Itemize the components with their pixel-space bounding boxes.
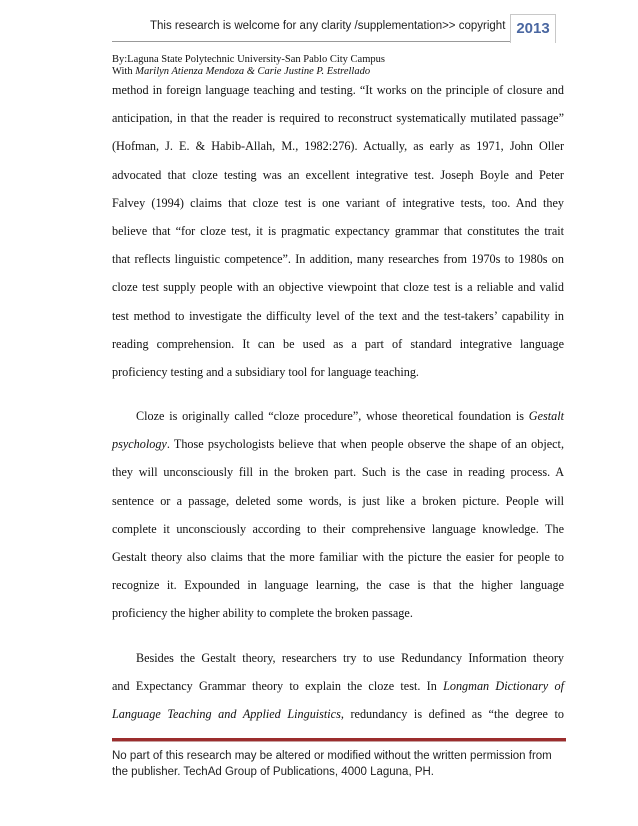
p3-italic-dictionary: Longman Dictionary of — [443, 678, 564, 693]
paragraph-line: Gestalt theory also claims that the more familiar with the picture the easier for people to — [112, 550, 564, 564]
header-rule — [112, 41, 510, 42]
header-title: This research is welcome for any clarity /supplementation>> copyright — [150, 20, 506, 32]
paragraph-line: (Hofman, J. E. & Habib-Allah, M., 1982:276). Actually, as early as 1971, John Oller — [112, 139, 564, 154]
paragraph-1 — [112, 80, 564, 390]
paragraph-line: proficiency testing and a subsidiary tool for language teaching. — [112, 364, 419, 379]
p3-text: redundancy is defined as “the degree to — [343, 706, 564, 721]
byline-affiliation: By:Laguna State Polytechnic University-San Pablo City Campus — [112, 54, 385, 65]
paragraph-line: complete it unconsciously according to their comprehensive language knowledge. The — [112, 521, 564, 536]
byline-with: With — [112, 66, 136, 77]
paragraph-line: anticipation, in that the reader is required to reconstruct systematically mutilated passage” — [112, 111, 564, 126]
paragraph-line: recognize it. Expounded in language learning, the case is that the higher language — [112, 578, 564, 593]
paragraph-line: advocated that cloze testing was an excellent integrative test. Joseph Boyle and Peter — [112, 167, 564, 182]
paragraph-line: that reflects linguistic competence”. In addition, many researches from 1970s to 1980s on — [112, 252, 564, 267]
byline-authors-line — [112, 66, 385, 78]
footer-line-2: the publisher. TechAd Group of Publications, 4000 Laguna, PH. — [112, 766, 435, 778]
paragraph-line: proficiency the higher ability to complete the broken passage. — [112, 606, 413, 621]
footer-line-1: No part of this research may be altered or modified without the written permission from — [112, 750, 552, 762]
paragraph-line: believe that “for cloze test, it is pragmatic expectancy grammar that constitutes the trait — [112, 223, 564, 238]
paragraph-line: Besides the Gestalt theory, researchers try to use Redundancy Information theory — [136, 650, 564, 665]
p3-text: and Expectancy Grammar theory to explain the cloze test. In — [112, 678, 444, 693]
body-text — [112, 80, 564, 732]
paragraph-line: Falvey (1994) claims that cloze test is one variant of integrative tests, too. And they — [112, 195, 564, 210]
paragraph-line: they will unconsciously fill in the broken part. Such is the case in reading process. A — [112, 465, 564, 480]
p2-text: Cloze is originally called “cloze procedure”, whose theoretical foundation is — [136, 409, 529, 424]
paragraph-gap — [112, 390, 564, 406]
paragraph-line — [112, 434, 564, 462]
page-header — [112, 14, 554, 54]
p2-text: . Those psychologists believe that when people observe the shape of an object, — [166, 437, 564, 452]
paragraph-line — [112, 406, 564, 434]
paragraph-line: sentence or a passage, deleted some words, is just like a broken picture. People will — [112, 493, 564, 508]
header-year: 2013 — [510, 14, 556, 43]
p2-italic-gestalt: Gestalt — [528, 409, 564, 424]
page-footer — [112, 748, 572, 780]
footer-rule-thin — [112, 741, 566, 742]
paragraph-2 — [112, 406, 564, 632]
p3-italic-title: Language Teaching and Applied Linguistics, — [112, 706, 344, 721]
paragraph-line — [112, 676, 564, 704]
paragraph-line — [112, 704, 564, 732]
byline-authors: Marilyn Atienza Mendoza & Carie Justine P. Estrellado — [135, 66, 371, 77]
byline — [112, 54, 385, 78]
paragraph-gap — [112, 632, 564, 648]
p2-italic-psychology: psychology — [112, 437, 167, 452]
paragraph-line: cloze test supply people with an objective viewpoint that cloze test is a reliable and valid — [112, 280, 564, 295]
paragraph-line: method in foreign language teaching and testing. “It works on the principle of closure and — [112, 83, 564, 97]
paragraph-line: reading comprehension. It can be used as a part of standard integrative language — [112, 336, 564, 351]
paragraph-3 — [112, 648, 564, 733]
paragraph-line: test method to investigate the difficulty level of the text and the test-takers’ capability in — [112, 308, 564, 323]
